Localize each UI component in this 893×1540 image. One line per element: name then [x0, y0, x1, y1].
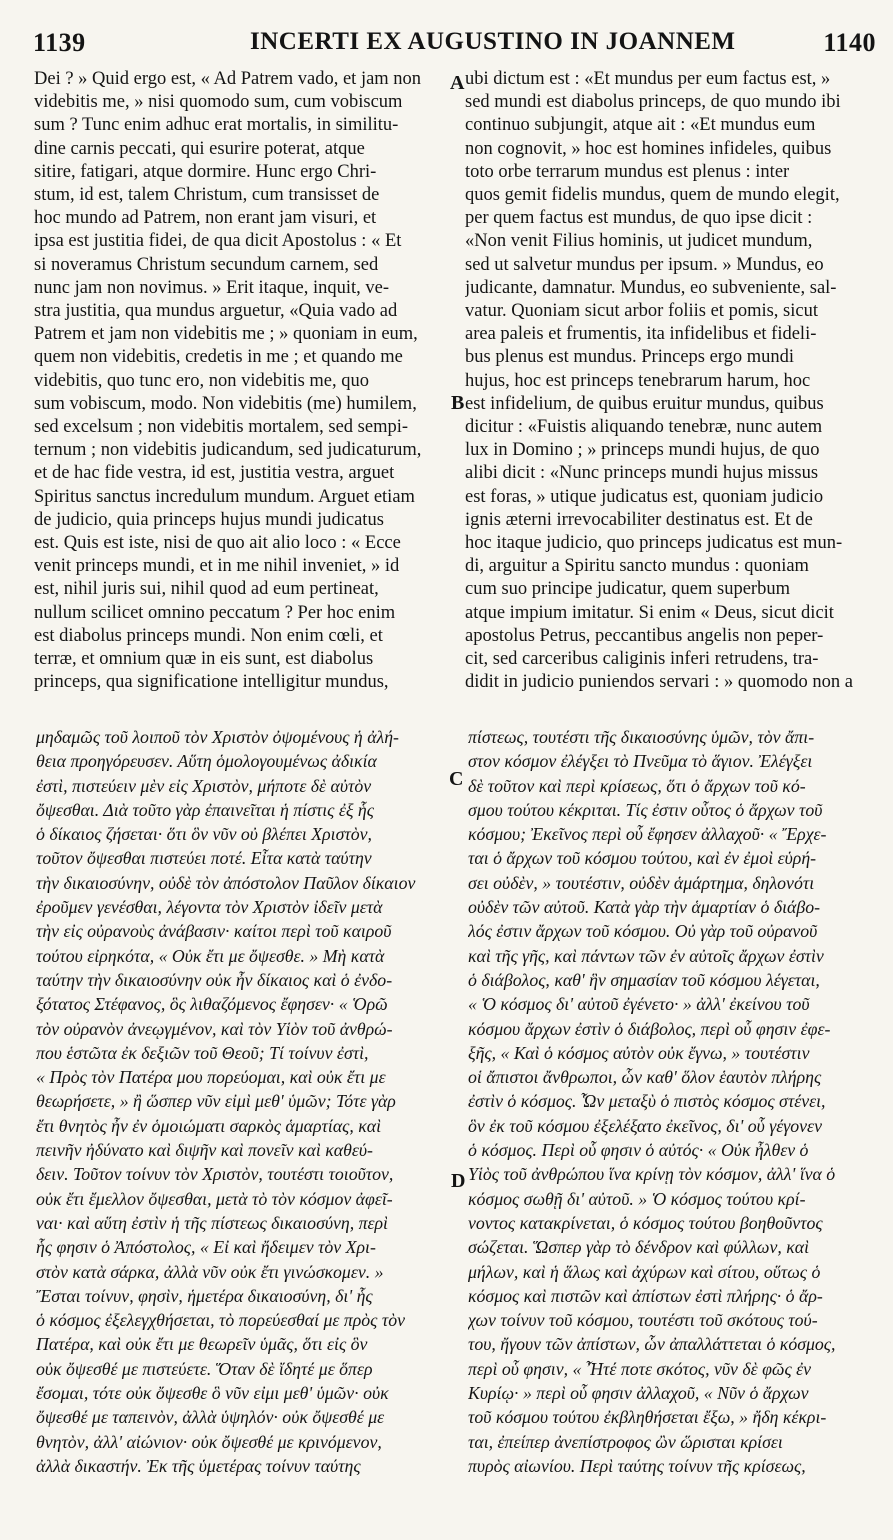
text-line: sed mundi est diabolus princeps, de quo mundo ibi: [465, 92, 841, 113]
text-line: non cognovit, » hoc est homines infideles, quibus: [465, 138, 832, 159]
text-line: sed ut salvetur mundus per ipsum. » Mundus, eo: [465, 254, 824, 275]
page-number-right: 1140: [823, 28, 876, 57]
text-line: ὁ κόσμος. Περὶ οὗ φησιν ὁ αὐτός· « Οὐκ ἦλθεν ὁ: [468, 1140, 809, 1161]
text-line: ταύτην τὴν δικαιοσύνην οὐκ ἦν δίκαιος καὶ ὁ ἐνδο-: [36, 969, 393, 990]
text-line: ἀλλὰ δικαστήν. Ἐκ τῆς ὑμετέρας τοίνυν ταύτης: [36, 1455, 361, 1476]
text-line: nullum scilicet omnino peccatum ? Per hoc enim: [34, 602, 396, 623]
greek-column-right: [468, 725, 880, 1478]
text-line: venit princeps mundi, et in me nihil inveniet, » id: [34, 556, 400, 577]
text-line: ὃν ἐκ τοῦ κόσμου ἐξελέξατο ἐκεῖνος, δι' οὗ γέγονεν: [468, 1115, 822, 1136]
text-line: οὐκ ὄψεσθέ με πιστεύετε. Ὅταν δὲ ἴδητέ με ὅπερ: [36, 1358, 373, 1379]
text-line: nunc jam non novimus. » Erit itaque, inquit, ve-: [34, 277, 390, 298]
text-line: ὄψεσθέ με ταπεινὸν, ἀλλὰ ὑψηλόν· οὐκ ὄψεσθέ με: [36, 1407, 385, 1428]
text-line: per quem factus est mundus, de quo ipse dicit :: [465, 208, 813, 229]
text-line: est diabolus princeps mundi. Non enim cœli, et: [34, 625, 383, 646]
text-line: quem non videbitis, credetis in me ; et quando me: [34, 347, 403, 368]
text-line: κόσμου ἄρχων ἐστὶν ὁ διάβολος, περὶ οὗ φησιν ἐφε-: [468, 1018, 831, 1039]
text-line: ναι· καὶ αὕτη ἐστὶν ἡ τῆς πίστεως δικαιοσύνη, περὶ: [36, 1212, 388, 1233]
text-line: ἔτι θνητὸς ἦν ἐν ὁμοιώματι σαρκὸς ἁμαρτίας, καὶ: [36, 1115, 382, 1136]
text-line: οὐκ ἔτι ἔμελλον ὄψεσθαι, μετὰ τὸ τὸν κόσμον ἀφεῖ-: [36, 1188, 393, 1209]
text-line: est. Quis est iste, nisi de quo ait alio loco : « Ecce: [34, 533, 401, 554]
text-line: bus plenus est mundus. Princeps ergo mundi: [465, 347, 795, 368]
text-line: δὲ τοῦτον καὶ περὶ κρίσεως, ὅτι ὁ ἄρχων τοῦ κό-: [468, 775, 806, 796]
running-title: INCERTI EX AUGUSTINO IN JOANNEM: [250, 28, 736, 55]
text-line: ubi dictum est : «Et mundus per eum factus est, »: [465, 69, 831, 89]
text-line: ται, ἐπείπερ ἀνεπίστροφος ὢν ὥρισται κρίσει: [468, 1431, 783, 1452]
margin-letter-b: B: [451, 392, 465, 414]
page-header: [0, 18, 893, 58]
text-line: Πατέρα, καὶ οὐκ ἔτι με θεωρεῖν ὑμᾶς, ὅτι εἰς ὃν: [36, 1334, 368, 1355]
text-line: si noveramus Christum secundum carnem, sed: [34, 254, 379, 275]
text-line: ἐστὶ, πιστεύειν μὲν εἰς Χριστὸν, μήποτε δὲ αὐτὸν: [36, 775, 372, 796]
text-line: di, arguitur a Spiritu sancto mundus : quoniam: [465, 556, 809, 577]
latin-column-left: [34, 68, 448, 694]
text-line: ὄψεσθαι. Διὰ τοῦτο γὰρ ἐπαινεῖται ἡ πίστις ἐξ ἧς: [36, 799, 374, 820]
text-line: καὶ τῆς γῆς, καὶ πάντων τῶν ἐν αὐτοῖς ἄρχων ἐστὶν: [468, 945, 824, 966]
text-line: terræ, et omnium quæ in eis sunt, est diabolus: [34, 649, 374, 670]
text-line: ἔσομαι, τότε οὐκ ὄψεσθε ὃ νῦν εἰμι μεθ' ὑμῶν· οὐκ: [36, 1383, 389, 1404]
text-line: θεωρήσετε, » ἢ ὥσπερ νῦν εἰμὶ μεθ' ὑμῶν; Τότε γὰρ: [36, 1091, 396, 1112]
text-line: cit, sed carceribus caliginis inferi retrudens, tra-: [465, 649, 819, 670]
text-line: Spiritus sanctus incredulum mundum. Arguet etiam: [34, 486, 415, 507]
text-line: ξῆς, « Καὶ ὁ κόσμος αὐτὸν οὐκ ἔγνω, » τουτέστιν: [468, 1042, 810, 1063]
text-line: μήλων, καὶ ἡ ἅλως καὶ ἀχύρων καὶ σίτου, οὕτως ὁ: [468, 1261, 821, 1282]
text-line: sitire, fatigari, atque dormire. Hunc ergo Chri-: [34, 161, 377, 182]
text-line: stum, id est, talem Christum, cum transisset de: [34, 185, 380, 206]
text-line: ἐροῦμεν γενέσθαι, λέγοντα τὸν Χριστὸν ἰδεῖν μετὰ: [36, 897, 383, 918]
text-line: est infidelium, de quibus eruitur mundus, quibus: [465, 393, 824, 414]
text-line: Dei ? » Quid ergo est, « Ad Patrem vado, et jam non: [34, 69, 422, 89]
text-line: νοντος κατακρίνεται, ὁ κόσμος τούτου βοηθοῦντος: [468, 1212, 823, 1233]
text-line: ὁ δίκαιος ζήσεται· ὅτι ὃν νῦν οὐ βλέπει Χριστὸν,: [36, 824, 372, 845]
text-line: sum vobiscum, modo. Non videbitis (me) humilem,: [34, 393, 417, 414]
text-line: stra justitia, qua mundus arguetur, «Quia vado ad: [34, 301, 398, 322]
margin-letter-c: C: [449, 768, 464, 790]
text-line: περὶ οὗ φησιν, « Ἦτέ ποτε σκότος, νῦν δὲ φῶς ἐν: [468, 1358, 812, 1379]
text-line: Υἱὸς τοῦ ἀνθρώπου ἵνα κρίνῃ τὸν κόσμον, ἀλλ' ἵνα ὁ: [468, 1164, 836, 1185]
text-line: «Non venit Filius hominis, ut judicet mundum,: [465, 231, 813, 252]
text-line: didit in judicio puniendos servari : » quomodo non a: [465, 672, 853, 693]
text-line: τούτου εἰρηκότα, « Οὐκ ἔτι με ὄψεσθε. » Μὴ κατὰ: [36, 945, 385, 966]
text-line: videbitis, quo tunc ero, non videbitis me, quo: [34, 370, 370, 391]
text-line: δειν. Τοῦτον τοίνυν τὸν Χριστὸν, τουτέστι τοιοῦτον,: [36, 1164, 394, 1185]
text-line: σμου τούτου κέκριται. Τίς ἐστιν οὗτος ὁ ἄρχων τοῦ: [468, 799, 823, 820]
text-line: « Ὁ κόσμος δι' αὐτοῦ ἐγένετο· » ἀλλ' ἐκείνου τοῦ: [468, 994, 810, 1015]
text-line: princeps, qua significatione intelligitur mundus,: [34, 672, 389, 693]
text-line: est foras, » utique judicatus est, quoniam judicio: [465, 486, 824, 507]
text-line: σώζεται. Ὥσπερ γὰρ τὸ δένδρον καὶ φύλλων, καὶ: [468, 1237, 810, 1258]
text-line: τοῦ κόσμου τούτου ἐκβληθήσεται ἔξω, » ἤδη κέκρι-: [468, 1407, 827, 1428]
text-line: ξότατος Στέφανος, ὃς λιθαζόμενος ἔφησεν· « Ὁρῶ: [36, 994, 388, 1015]
text-line: judicante, damnatur. Mundus, eo subveniente, sal-: [465, 277, 837, 298]
text-line: est, nihil juris sui, nihil quod ad eum pertineat,: [34, 579, 379, 600]
text-line: hujus, hoc est princeps tenebrarum harum, hoc: [465, 370, 811, 391]
text-line: videbitis me, » nisi quomodo sum, cum vobiscum: [34, 92, 403, 113]
text-line: ipsa est justitia fidei, de qua dicit Apostolus : « Et: [34, 231, 402, 252]
text-line: ternum ; non videbitis judicandum, sed judicaturum,: [34, 440, 422, 461]
text-line: οὐδὲν τῶν αὐτοῦ. Κατὰ γὰρ τὴν ἁμαρτίαν ὁ διάβο-: [468, 897, 821, 918]
text-line: οἱ ἄπιστοι ἄνθρωποι, ὧν καθ' ὅλον ἑαυτὸν πλήρης: [468, 1067, 822, 1088]
text-line: « Πρὸς τὸν Πατέρα μου πορεύομαι, καὶ οὐκ ἔτι με: [36, 1067, 386, 1088]
text-line: continuo subjungit, atque ait : «Et mundus eum: [465, 115, 816, 136]
text-line: κόσμου; Ἐκεῖνος περὶ οὗ ἔφησεν ἀλλαχοῦ· « Ἔρχε-: [468, 824, 827, 845]
text-line: sum ? Tunc enim adhuc erat mortalis, in similitu-: [34, 115, 399, 136]
text-line: de judicio, quia princeps hujus mundi judicatus: [34, 509, 384, 530]
text-line: κόσμος καὶ πιστῶν καὶ ἀπίστων ἐστὶ πλήρης· ὁ ἄρ-: [468, 1285, 823, 1306]
margin-letter-d: D: [451, 1170, 466, 1192]
text-line: dicitur : «Fuistis aliquando tenebræ, nunc autem: [465, 417, 823, 438]
text-line: χων τοίνυν τοῦ κόσμου, τουτέστι τοῦ σκότους τού-: [468, 1310, 818, 1331]
text-line: που ἑστῶτα ἐκ δεξιῶν τοῦ Θεοῦ; Τί τοίνυν ἐστὶ,: [36, 1042, 369, 1063]
text-line: τὴν εἰς οὐρανοὺς ἀνάβασιν· καίτοι περὶ τοῦ καιροῦ: [36, 921, 392, 942]
text-line: τοῦτον ὄψεσθαι πιστεύει ποτέ. Εἶτα κατὰ ταύτην: [36, 848, 372, 869]
margin-letter-a: A: [450, 72, 465, 94]
text-line: λός ἐστιν ἄρχων τοῦ κόσμου. Οὐ γὰρ τοῦ οὐρανοῦ: [468, 921, 818, 942]
text-line: cum suo principe judicatur, quem superbum: [465, 579, 790, 600]
text-line: ἧς φησιν ὁ Ἀπόστολος, « Εἰ καὶ ἤδειμεν τὸν Χρι-: [36, 1237, 376, 1258]
text-line: alibi dicit : «Nunc princeps mundi hujus missus: [465, 463, 819, 484]
text-line: apostolus Petrus, peccantibus angelis non peper-: [465, 625, 824, 646]
text-line: ται ὁ ἄρχων τοῦ κόσμου τούτου, καὶ ἐν ἐμοὶ εὑρή-: [468, 848, 817, 869]
text-line: στὸν κατὰ σάρκα, ἀλλὰ νῦν οὐκ ἔτι γινώσκομεν. »: [36, 1261, 384, 1282]
text-line: τὸν οὐρανὸν ἀνεῳγμένον, καὶ τὸν Υἱὸν τοῦ ἀνθρώ-: [36, 1018, 393, 1039]
text-line: quos gemit fidelis mundus, quem de mundo elegit,: [465, 185, 840, 206]
text-line: lux in Domino ; » princeps mundi hujus, de quo: [465, 440, 820, 461]
text-line: πυρὸς αἰωνίου. Περὶ ταύτης τοίνυν τῆς κρίσεως,: [468, 1455, 806, 1476]
text-line: σει οὐδὲν, » τουτέστιν, οὐδὲν ἁμάρτημα, δηλονότι: [468, 872, 815, 893]
text-line: του, ἤγουν τῶν ἀπίστων, ὧν ἀπαλλάττεται ὁ κόσμος,: [468, 1334, 836, 1355]
text-line: Ἔσται τοίνυν, φησὶν, ἡμετέρα δικαιοσύνη, δι' ἧς: [36, 1285, 373, 1306]
page-number-left: 1139: [33, 28, 86, 57]
text-line: πίστεως, τουτέστι τῆς δικαιοσύνης ὑμῶν, τὸν ἄπι-: [468, 727, 815, 747]
text-line: hoc itaque judicio, quo princeps judicatus est mun-: [465, 533, 843, 554]
text-line: toto orbe terrarum mundus est plenus : inter: [465, 161, 790, 182]
text-line: θεια προηγόρευσεν. Αὕτη ὁμολογουμένως ἀδικία: [36, 751, 377, 772]
text-line: Κυρίῳ· » περὶ οὗ φησιν ἀλλαχοῦ, « Νῦν ὁ ἄρχων: [468, 1383, 809, 1404]
text-line: ὁ διάβολος, καθ' ἣν σημασίαν τοῦ κόσμου λέγεται,: [468, 969, 820, 990]
text-line: στον κόσμον ἐλέγξει τὸ Πνεῦμα τὸ ἅγιον. Ἐλέγξει: [468, 751, 813, 772]
text-line: hoc mundo ad Patrem, non erant jam visuri, et: [34, 208, 377, 229]
text-line: et de hac fide vestra, id est, justitia vestra, arguet: [34, 463, 395, 484]
text-line: atque impium imitatur. Si enim « Deus, sicut dicit: [465, 602, 834, 623]
text-line: ἐστὶν ὁ κόσμος. Ὧν μεταξὺ ὁ πιστὸς κόσμος στένει,: [468, 1091, 826, 1112]
text-line: κόσμος σωθῇ δι' αὐτοῦ. » Ὁ κόσμος τούτου κρί-: [468, 1188, 806, 1209]
greek-column-left: [36, 725, 448, 1478]
text-line: θνητὸν, ἀλλ' αἰώνιον· οὐκ ὄψεσθέ με κρινόμενον,: [36, 1431, 382, 1452]
latin-column-right: [465, 68, 879, 694]
text-line: ὁ κόσμος ἐξελεγχθήσεται, τὸ πορεύεσθαί με πρὸς τὸν: [36, 1310, 405, 1331]
text-line: dine carnis peccati, qui esurire poterat, atque: [34, 138, 365, 159]
text-line: Patrem et jam non videbitis me ; » quoniam in eum,: [34, 324, 418, 345]
text-line: μηδαμῶς τοῦ λοιποῦ τὸν Χριστὸν ὀψομένους ἡ ἀλή-: [36, 727, 399, 747]
text-line: ignis æterni irrevocabiliter destinatus est. Et de: [465, 509, 813, 530]
text-line: sed excelsum ; non videbitis mortalem, sed sempi-: [34, 417, 409, 438]
text-line: vatur. Quoniam sicut arbor foliis et pomis, sicut: [465, 301, 818, 322]
text-line: πεινῆν ἠδύνατο καὶ διψῆν καὶ πονεῖν καὶ καθεύ-: [36, 1140, 373, 1161]
text-line: τὴν δικαιοσύνην, οὐδὲ τὸν ἀπόστολον Παῦλον δίκαιον: [36, 872, 416, 893]
text-line: area paleis et frumentis, ita infidelibus et fideli-: [465, 324, 817, 345]
